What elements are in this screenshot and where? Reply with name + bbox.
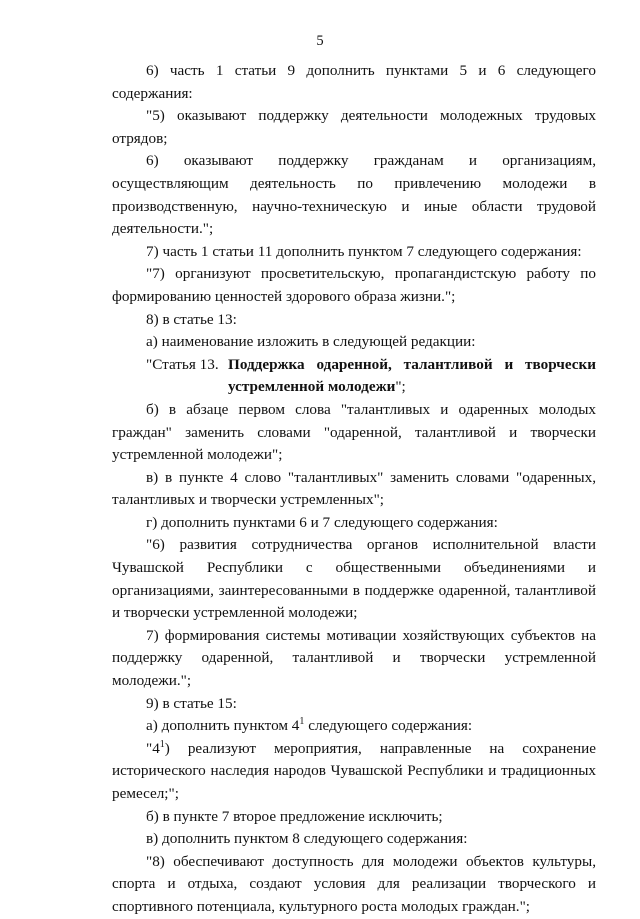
paragraph-subitem-a-2 — [112, 715, 596, 738]
text-segment: ) реализуют мероприятия, направленные на сохранение исторического наследия народов Чувашской Республики и традиционных ремесел;"; — [112, 739, 596, 802]
paragraph-clause-5: "5) оказывают поддержку деятельности молодежных трудовых отрядов; — [112, 107, 596, 147]
paragraph-point-6: "6) развития сотрудничества органов исполнительной власти Чувашской Республики с общественными объединениями и организациями, заинтересованными в поддержке одаренной, талантливой и творчески устремленной молодежи; — [112, 536, 596, 622]
paragraph-item-9: 9) в статье 15: — [146, 694, 237, 712]
text-segment: а) дополнить пунктом 4 — [146, 717, 300, 735]
paragraph-clause-6: 6) оказывают поддержку гражданам и организациям, осуществляющим деятельность по привлечению молодежи в производственную, научно-техническую и иные области трудовой деятельности."; — [112, 152, 596, 238]
paragraph-item-7: 7) часть 1 статьи 11 дополнить пунктом 7 следующего содержания: — [146, 242, 582, 260]
article-title-prefix: "Статья 13. — [146, 355, 219, 373]
page-number: 5 — [316, 33, 324, 49]
text-segment: "4 — [146, 739, 160, 757]
paragraph-point-8: "8) обеспечивают доступность для молодежи объектов культуры, спорта и отдыха, создают условия для реализации творческого и спортивного потенциала, культурного роста молодых граждан."; — [112, 852, 596, 915]
paragraph-subitem-b-2: б) в пункте 7 второе предложение исключить; — [146, 807, 443, 825]
paragraph-subitem-g: г) дополнить пунктами 6 и 7 следующего содержания: — [146, 513, 498, 531]
paragraph-subitem-b: б) в абзаце первом слова "талантливых и одаренных молодых граждан" заменить словами "одаренной, талантливой и творчески устремленной молодежи"; — [112, 400, 596, 464]
text-segment: следующего содержания: — [304, 717, 473, 735]
superscript: 1 — [159, 738, 165, 750]
article-title-suffix: "; — [395, 378, 406, 396]
superscript: 1 — [299, 716, 305, 728]
paragraph-clause-7: "7) организуют просветительскую, пропагандистскую работу по формированию ценностей здорового образа жизни."; — [112, 265, 596, 305]
paragraph-subitem-a: а) наименование изложить в следующей редакции: — [146, 333, 476, 351]
paragraph-subitem-v-2: в) дополнить пунктом 8 следующего содержания: — [146, 830, 468, 848]
paragraph-subitem-v: в) в пункте 4 слово "талантливых" заменить словами "одаренных, талантливых и творчески устремленных"; — [112, 468, 596, 509]
paragraph-point-4-1 — [112, 738, 596, 806]
document-body — [112, 60, 596, 919]
article-title-text: Поддержка одаренной, талантливой и творчески устремленной молодежи — [228, 355, 596, 396]
paragraph-item-8: 8) в статье 13: — [146, 310, 237, 328]
paragraph-item-6: 6) часть 1 статьи 9 дополнить пунктами 5 и 6 следующего содержания: — [112, 62, 596, 102]
article-title — [112, 354, 596, 399]
paragraph-point-7: 7) формирования системы мотивации хозяйствующих субъектов на поддержку одаренной, талантливой и творчески устремленной молодежи."; — [112, 626, 596, 690]
